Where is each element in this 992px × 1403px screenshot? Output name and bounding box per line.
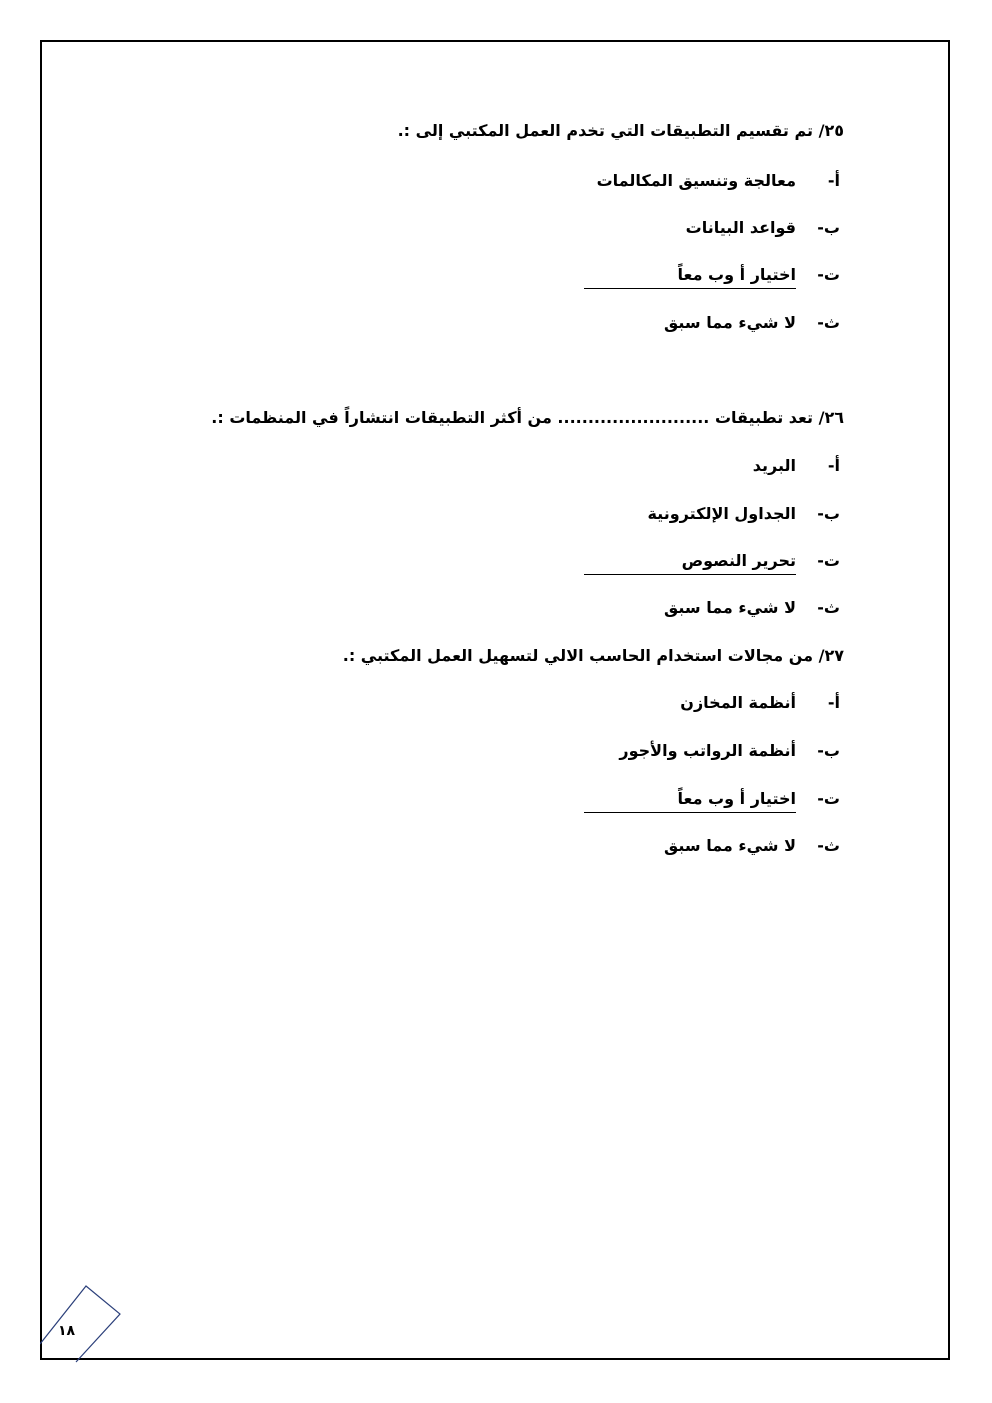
option-label: تحرير النصوص xyxy=(681,551,796,570)
option-letter: ث- xyxy=(817,313,840,332)
option-letter: أ- xyxy=(827,171,840,190)
option-25-d xyxy=(663,312,840,334)
answer-underline xyxy=(584,812,796,813)
option-letter: ت- xyxy=(817,789,840,808)
option-25-b xyxy=(685,217,840,239)
question-26: ٢٦/ تعد تطبيقات ......................... من أكثر التطبيقات انتشاراً في المنظمات :. xyxy=(211,408,844,427)
option-label: أنظمة الرواتب والأجور xyxy=(619,741,796,760)
page-border xyxy=(40,40,950,1360)
option-label: الجداول الإلكترونية xyxy=(647,504,796,523)
option-label: لا شيء مما سبق xyxy=(663,836,796,855)
option-26-c xyxy=(681,550,840,572)
option-26-a xyxy=(752,455,840,477)
option-letter: ب- xyxy=(817,741,840,760)
option-27-d xyxy=(663,835,840,857)
option-label: اختيار أ وب معاً xyxy=(677,265,796,284)
option-letter: ث- xyxy=(817,836,840,855)
option-27-b xyxy=(619,740,840,762)
option-letter: ت- xyxy=(817,265,840,284)
option-label: أنظمة المخازن xyxy=(680,693,796,712)
option-27-a xyxy=(680,692,840,714)
option-letter: أ- xyxy=(827,456,840,475)
option-letter: ت- xyxy=(817,551,840,570)
option-letter: ب- xyxy=(817,504,840,523)
option-26-d xyxy=(663,597,840,619)
option-label: قواعد البيانات xyxy=(685,218,796,237)
page-number: ١٨ xyxy=(58,1323,76,1339)
option-26-b xyxy=(647,503,840,525)
option-letter: ب- xyxy=(817,218,840,237)
option-label: معالجة وتنسيق المكالمات xyxy=(596,171,796,190)
answer-underline xyxy=(584,574,796,575)
option-label: لا شيء مما سبق xyxy=(663,313,796,332)
option-25-c xyxy=(677,264,840,286)
question-25: ٢٥/ تم تقسيم التطبيقات التي تخدم العمل المكتبي إلى :. xyxy=(397,121,844,140)
option-label: اختيار أ وب معاً xyxy=(677,789,796,808)
option-label: البريد xyxy=(752,456,796,475)
option-27-c xyxy=(677,788,840,810)
option-letter: ث- xyxy=(817,598,840,617)
option-25-a xyxy=(596,170,840,192)
option-letter: أ- xyxy=(827,693,840,712)
page-number-diamond xyxy=(40,1284,130,1364)
option-label: لا شيء مما سبق xyxy=(663,598,796,617)
question-27: ٢٧/ من مجالات استخدام الحاسب الالي لتسهيل العمل المكتبي :. xyxy=(342,646,844,665)
answer-underline xyxy=(584,288,796,289)
